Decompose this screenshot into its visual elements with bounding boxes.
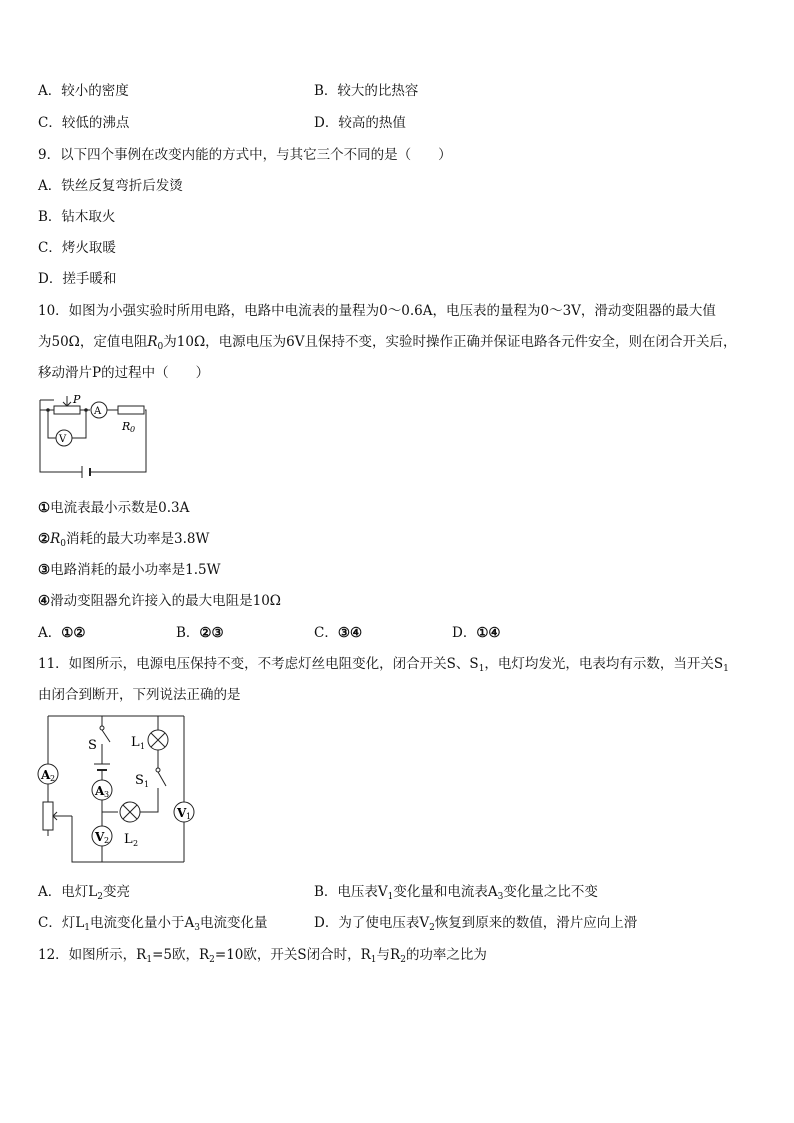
q12-sub1: 1 <box>146 955 153 965</box>
q11-stem-line2: 由闭合到断开，下列说法正确的是 <box>38 687 241 703</box>
q11-diagram-label-a3-sub: 3 <box>104 790 110 799</box>
q10-stem-line1: 10．如图为小强实验时所用电路，电路中电流表的量程为0～0.6A，电压表的量程为0～3V，滑动变阻器的最大值 <box>38 303 716 319</box>
q10-stem-line2-a: 为50Ω，定值电阻 <box>38 334 148 350</box>
q8-option-a: A．较小的密度 <box>38 83 129 99</box>
q10-r0-sub: 0 <box>157 342 164 352</box>
q11-option-c <box>38 914 268 932</box>
q12-stem-b: =5欧，R <box>152 947 210 963</box>
q11-stem-line1 <box>38 655 729 673</box>
q10-circuit-diagram <box>36 394 152 478</box>
q10-item-4-text: 滑动变阻器允许接入的最大电阻是10Ω <box>50 593 281 609</box>
q11-diagram-label-a2-sub: 2 <box>50 774 56 783</box>
q11-option-a <box>38 883 130 901</box>
q10-item-4-mark: ④ <box>38 593 51 609</box>
q11-option-a-pre: A．电灯L <box>38 884 98 900</box>
q10-item-4 <box>38 592 281 610</box>
q10-item-2 <box>38 530 209 548</box>
q11-diagram-label-s: S <box>88 738 97 753</box>
q11-option-b-sub2: 3 <box>497 892 504 902</box>
q12-stem <box>38 946 487 964</box>
q11-s1-sub: 1 <box>478 664 485 674</box>
q10-item-3-text: 电路消耗的最小功率是1.5W <box>50 562 221 578</box>
q11-diagram-label-s1-sub: 1 <box>144 780 150 789</box>
q11-diagram-label-l2-sub: 2 <box>133 839 139 848</box>
q10-option-d-value: ①④ <box>476 625 501 641</box>
q12-sub4: 2 <box>400 955 406 965</box>
q11-stem-line1-b: ，电灯均发光，电表均有示数，当开关S <box>484 656 724 672</box>
q11-option-d-post: 恢复到原来的数值，滑片应向上滑 <box>434 915 638 931</box>
q11-diagram-label-a2: A <box>41 768 51 782</box>
q9-option-a: A．铁丝反复弯折后发烫 <box>38 178 183 194</box>
q11-s1-sub-2: 1 <box>723 664 729 674</box>
q10-item-1 <box>38 499 189 517</box>
q10-option-a-label: A． <box>38 625 62 641</box>
q9-stem: 9．以下四个事例在改变内能的方式中，与其它三个不同的是（ ） <box>38 147 452 163</box>
q12-stem-e: 的功率之比为 <box>405 947 487 963</box>
q10-option-d <box>452 624 501 642</box>
q10-stem-line2-b: 为10Ω，电源电压为6V且保持不变，实验时操作正确并保证电路各元件安全，则在闭合开关后， <box>163 334 737 350</box>
q11-diagram-label-v2: V <box>95 830 105 844</box>
q11-diagram-label-s1: S <box>135 773 144 788</box>
q10-diagram-label-v: V <box>59 434 67 445</box>
q11-option-c-mid: 电流变化量小于A <box>90 915 195 931</box>
q10-diagram-label-p: P <box>73 394 81 406</box>
q10-option-d-label: D． <box>452 625 477 641</box>
q10-option-c <box>314 624 362 642</box>
q10-option-c-value: ③④ <box>337 625 363 641</box>
q10-option-b <box>176 624 224 642</box>
q11-diagram-label-l2: L <box>124 832 133 847</box>
q11-diagram-label-l1-sub: 1 <box>140 742 146 751</box>
q11-circuit-diagram <box>34 712 206 870</box>
q10-option-a-value: ①② <box>61 625 86 641</box>
q12-stem-d: 与R <box>376 947 401 963</box>
q11-option-c-pre: C．灯L <box>38 915 85 931</box>
q10-r0-symbol: R <box>147 334 158 350</box>
q12-sub2: 2 <box>209 955 215 965</box>
q12-stem-c: =10欧，开关S闭合时，R <box>214 947 371 963</box>
q10-item-2-symbol: R <box>50 531 61 547</box>
q11-option-d-pre: D．为了使电压表V <box>314 915 430 931</box>
q11-option-a-sub: 2 <box>97 892 103 902</box>
q11-diagram-label-v1: V <box>177 806 187 820</box>
q8-option-b: B．较大的比热容 <box>314 83 419 99</box>
q11-option-c-sub2: 3 <box>194 923 201 933</box>
q11-option-b-mid: 变化量和电流表A <box>393 884 498 900</box>
q11-option-c-post: 电流变化量 <box>200 915 268 931</box>
q10-option-c-label: C． <box>314 625 338 641</box>
q11-option-b-pre: B．电压表V <box>314 884 388 900</box>
q10-stem-line3: 移动滑片P的过程中（ ） <box>38 365 210 381</box>
q10-item-3-mark: ③ <box>38 562 51 578</box>
q11-option-b-sub1: 1 <box>387 892 394 902</box>
q11-option-d-sub: 2 <box>429 923 435 933</box>
q11-diagram-label-a3: A <box>95 784 105 798</box>
q8-option-d: D．较高的热值 <box>314 115 406 131</box>
q10-option-a <box>38 624 85 642</box>
q10-diagram-label-a: A <box>94 406 102 417</box>
q11-option-b <box>314 883 598 901</box>
q12-stem-a: 12．如图所示，R <box>38 947 147 963</box>
q11-stem-line1-a: 11．如图所示，电源电压保持不变，不考虑灯丝电阻变化，闭合开关S、S <box>38 656 479 672</box>
q10-option-b-label: B． <box>176 625 200 641</box>
q11-diagram-label-v1-sub: 1 <box>186 812 192 821</box>
q11-option-a-post: 变亮 <box>102 884 130 900</box>
q10-stem-line2 <box>38 333 737 351</box>
q11-option-c-sub1: 1 <box>84 923 91 933</box>
q10-item-2-mark: ② <box>38 531 51 547</box>
q11-option-b-post: 变化量之比不变 <box>503 884 598 900</box>
q8-option-c: C．较低的沸点 <box>38 115 130 131</box>
q10-item-2-sub: 0 <box>60 539 67 549</box>
q10-item-1-mark: ① <box>38 500 51 516</box>
q10-item-2-text: 消耗的最大功率是3.8W <box>66 531 210 547</box>
q9-option-c: C．烤火取暖 <box>38 240 116 256</box>
q9-option-d: D．搓手暖和 <box>38 271 117 287</box>
q10-option-b-value: ②③ <box>199 625 224 641</box>
q10-item-1-text: 电流表最小示数是0.3A <box>50 500 190 516</box>
q10-diagram-label-r: R <box>122 420 131 433</box>
q11-diagram-label-l1: L <box>131 735 140 750</box>
q9-option-b: B．钻木取火 <box>38 209 116 225</box>
q10-item-3 <box>38 561 220 579</box>
q10-diagram-label-r-sub: 0 <box>130 425 136 434</box>
q12-sub3: 1 <box>370 955 377 965</box>
q11-option-d <box>314 914 637 932</box>
q11-diagram-label-v2-sub: 2 <box>104 836 110 845</box>
